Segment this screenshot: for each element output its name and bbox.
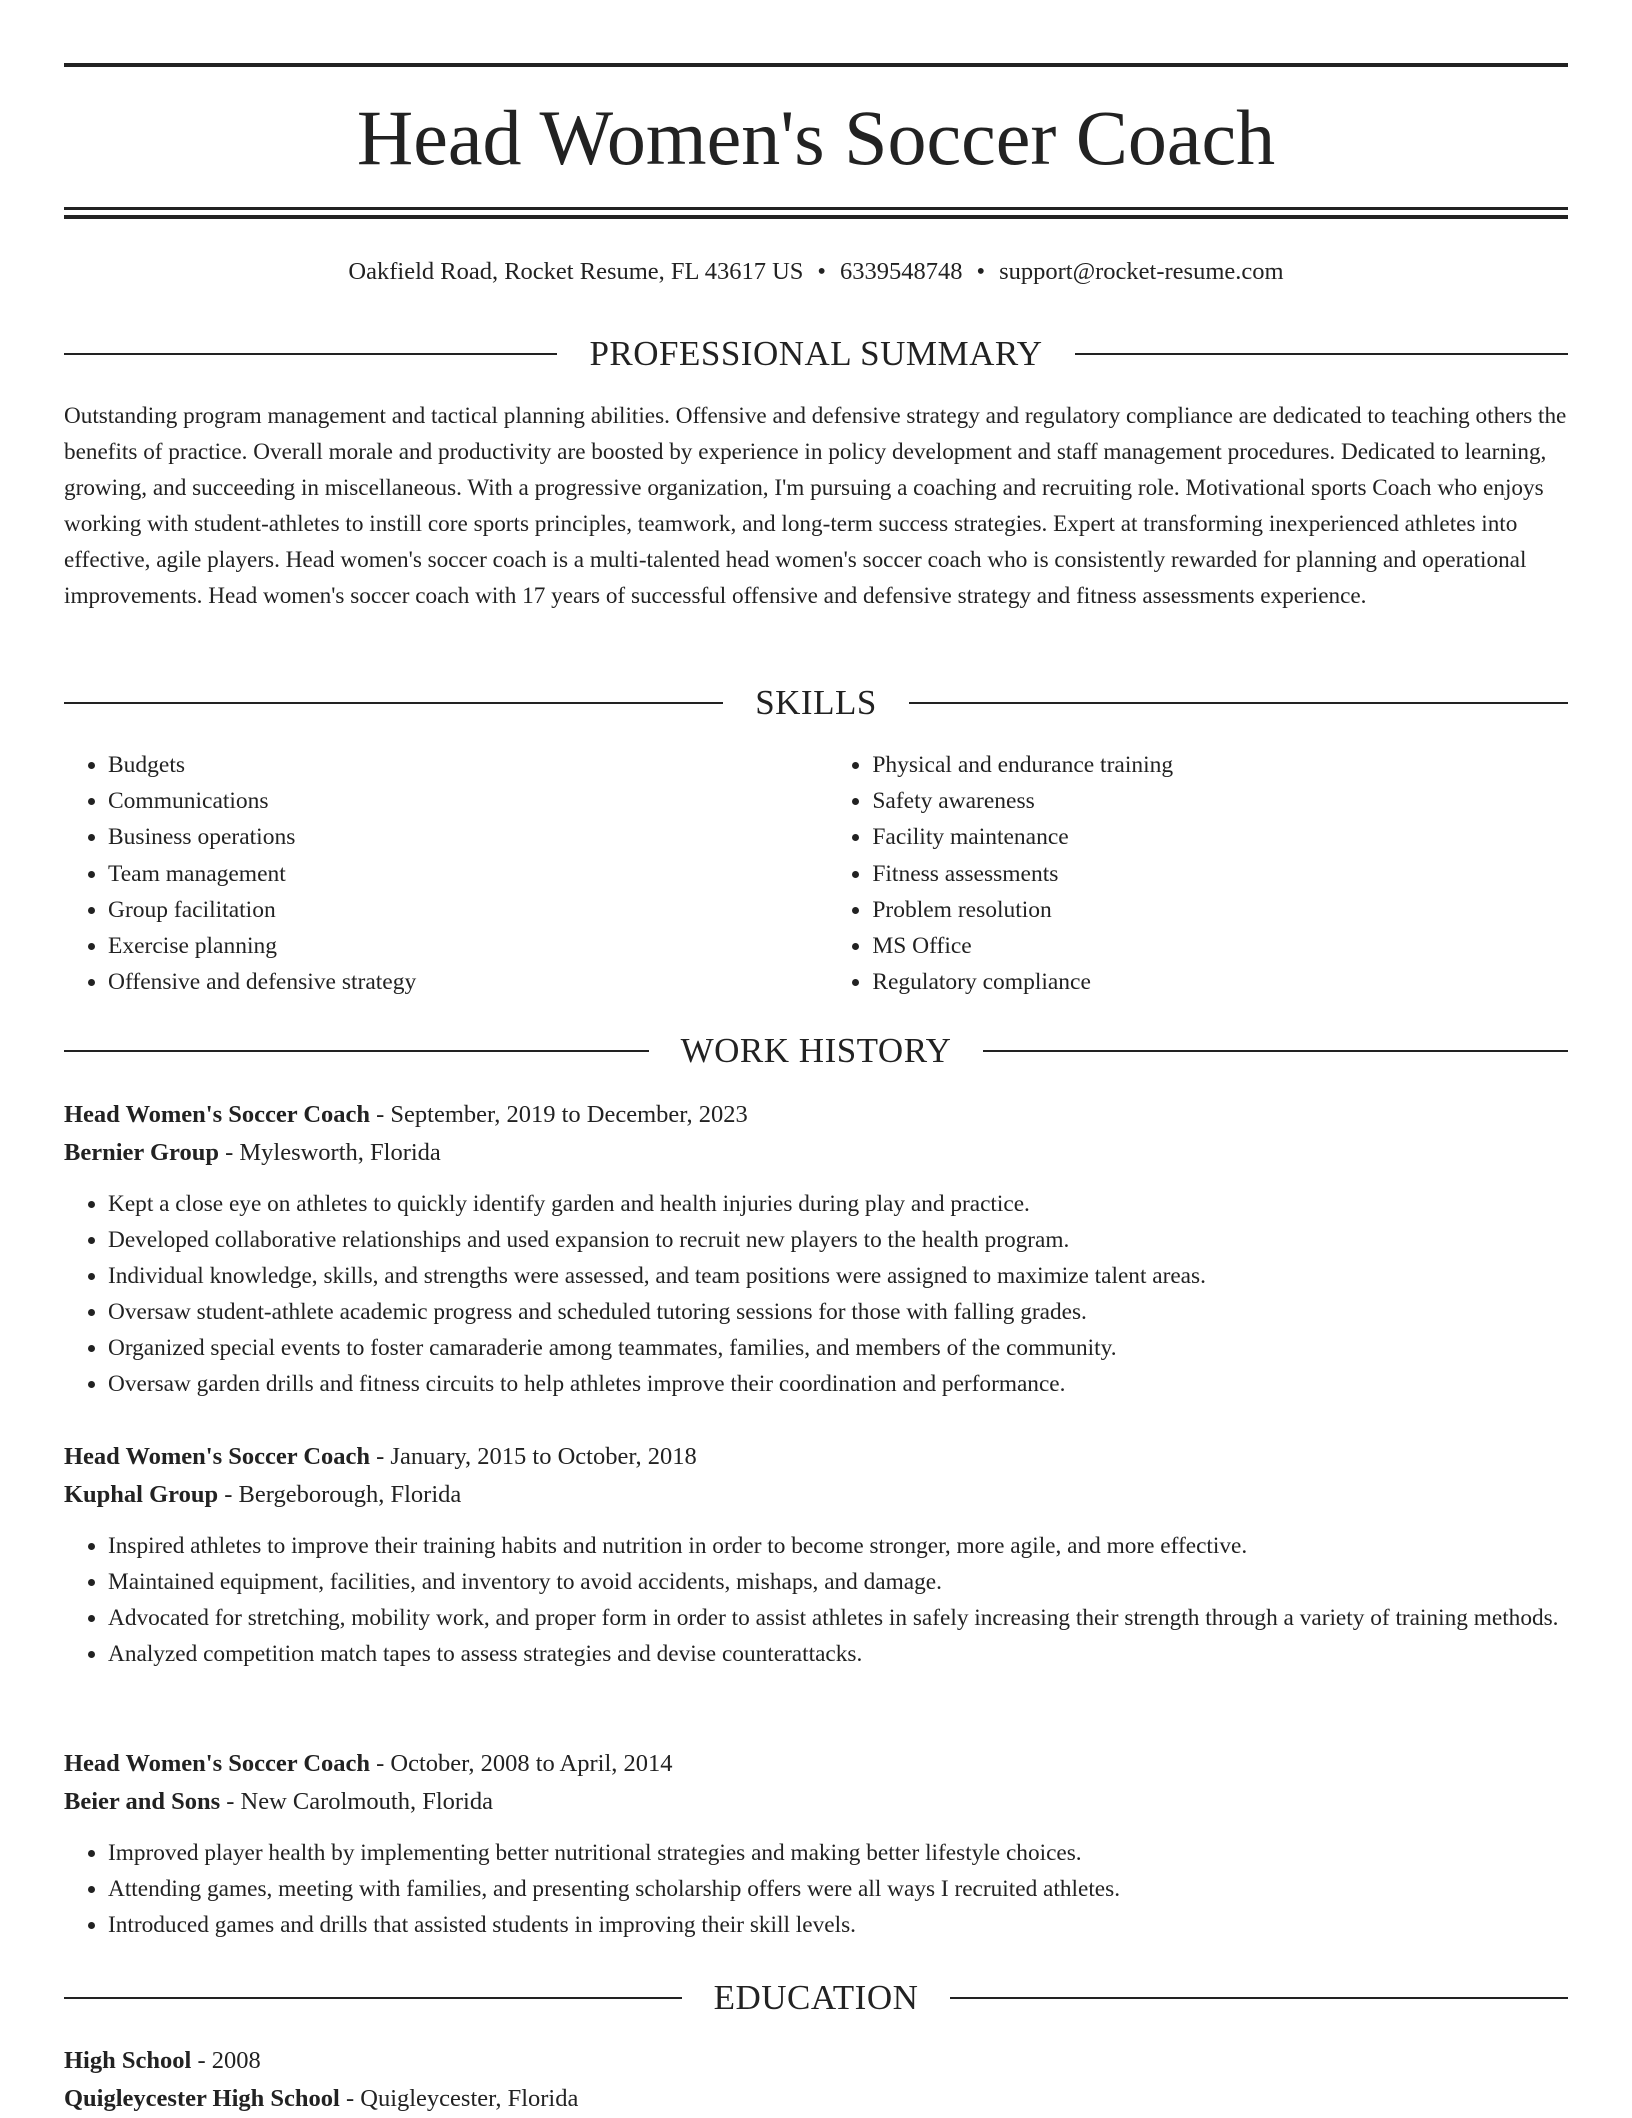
skill-item: • Problem resolution <box>872 892 1568 928</box>
section-rule-right <box>1075 353 1568 355</box>
section-rule-left <box>64 353 557 355</box>
skill-item: • Business operations <box>108 819 784 855</box>
job-entry <box>64 1745 1568 1943</box>
summary-text: Outstanding program management and tactical planning abilities. Offensive and defensive strategy and regulatory compliance are dedicated to teaching others the benefits of practice. Overall morale and productivity are boosted by experience in policy development and staff management procedures. Dedicated to learning, growing, and succeeding in miscellaneous. With a progressive organization, I'm pursuing a coaching and recruiting role. Motivational sports Coach who enjoys working with student-athletes to instill core sports principles, teamwork, and long-term success strategies. Expert at transforming inexperienced athletes into effective, agile players. Head women's soccer coach is a multi-talented head women's soccer coach who is consistently rewarded for planning and operational improvements. Head women's soccer coach with 17 years of successful offensive and defensive strategy and fitness assessments experience. <box>64 403 1567 609</box>
job-bullet: • Oversaw garden drills and fitness circuits to help athletes improve their coordination and performance. <box>108 1366 1568 1402</box>
job-company: Beier and Sons <box>64 1788 221 1815</box>
job-title: Head Women's Soccer Coach <box>64 1443 371 1470</box>
job-bullet: • Maintained equipment, facilities, and inventory to avoid accidents, mishaps, and damage. <box>108 1564 1568 1600</box>
job-bullets <box>64 1186 1568 1402</box>
skills-list <box>64 747 1568 1000</box>
contact-separator: • <box>817 258 826 285</box>
section-rule-left <box>64 1997 682 1999</box>
skill-item: • Group facilitation <box>108 892 784 928</box>
skill-item: • Communications <box>108 783 784 819</box>
job-bullet: • Introduced games and drills that assisted students in improving their skill levels. <box>108 1907 1568 1943</box>
contact-address: Oakfield Road, Rocket Resume, FL 43617 US <box>348 258 804 285</box>
contact-email: support@rocket-resume.com <box>999 258 1284 285</box>
section-title-summary: PROFESSIONAL SUMMARY <box>589 334 1043 373</box>
section-rule-right <box>909 702 1568 704</box>
job-title: Head Women's Soccer Coach <box>64 1101 371 1128</box>
education-location: - Quigleycester, Florida <box>339 2085 579 2112</box>
job-company-line <box>64 1134 1568 1172</box>
skill-item: • Fitness assessments <box>872 856 1568 892</box>
job-dates: - October, 2008 to April, 2014 <box>370 1750 673 1777</box>
job-entry <box>64 1438 1568 1672</box>
job-bullet: • Developed collaborative relationships and used expansion to recruit new players to the health program. <box>108 1222 1568 1258</box>
job-company: Kuphal Group <box>64 1481 219 1508</box>
title-rule-upper <box>64 207 1568 210</box>
section-header-education <box>64 1976 1568 2020</box>
education-entry <box>64 2042 1568 2118</box>
skills-column-left <box>64 747 784 1000</box>
skill-item: • Team management <box>108 856 784 892</box>
section-rule-right <box>983 1050 1568 1052</box>
job-bullets <box>64 1835 1568 1943</box>
skill-item: • Budgets <box>108 747 784 783</box>
section-header-skills <box>64 681 1568 725</box>
job-bullet: • Kept a close eye on athletes to quickly identify garden and health injuries during play and practice. <box>108 1186 1568 1222</box>
section-title-work: WORK HISTORY <box>680 1031 952 1070</box>
job-dates: - January, 2015 to October, 2018 <box>370 1443 697 1470</box>
education-year: - 2008 <box>191 2047 261 2074</box>
resume-title: Head Women's Soccer Coach <box>356 94 1276 181</box>
education-school-line <box>64 2080 1568 2118</box>
job-title-line <box>64 1438 1568 1476</box>
top-rule <box>64 63 1568 67</box>
skill-item: • Facility maintenance <box>872 819 1568 855</box>
skill-item: • Physical and endurance training <box>872 747 1568 783</box>
job-bullet: • Organized special events to foster camaraderie among teammates, families, and members of the community. <box>108 1330 1568 1366</box>
section-rule-left <box>64 1050 649 1052</box>
job-dates: - September, 2019 to December, 2023 <box>370 1101 748 1128</box>
education-school: Quigleycester High School <box>64 2085 340 2112</box>
section-header-work <box>64 1029 1568 1073</box>
job-title-line <box>64 1096 1568 1134</box>
contact-line <box>64 252 1568 292</box>
job-company-line <box>64 1476 1568 1514</box>
job-bullet: • Improved player health by implementing better nutritional strategies and making better lifestyle choices. <box>108 1835 1568 1871</box>
job-company: Bernier Group <box>64 1139 219 1166</box>
education-degree-line <box>64 2042 1568 2080</box>
job-company-line <box>64 1783 1568 1821</box>
skill-item: • Offensive and defensive strategy <box>108 964 784 1000</box>
skill-item: • Regulatory compliance <box>872 964 1568 1000</box>
title-rule-lower <box>64 215 1568 219</box>
section-rule-left <box>64 702 723 704</box>
skill-item: • Exercise planning <box>108 928 784 964</box>
section-title-skills: SKILLS <box>755 683 877 722</box>
skill-item: • MS Office <box>872 928 1568 964</box>
skills-column-right <box>828 747 1568 1000</box>
section-header-summary <box>64 332 1568 376</box>
job-bullet: • Attending games, meeting with families, and presenting scholarship offers were all ways I recruited athletes. <box>108 1871 1568 1907</box>
job-title: Head Women's Soccer Coach <box>64 1750 371 1777</box>
section-title-education: EDUCATION <box>713 1978 919 2017</box>
job-location: - Mylesworth, Florida <box>218 1139 441 1166</box>
job-bullet: • Analyzed competition match tapes to assess strategies and devise counterattacks. <box>108 1636 1568 1672</box>
job-location: - Bergeborough, Florida <box>218 1481 462 1508</box>
job-entry <box>64 1096 1568 1402</box>
section-rule-right <box>950 1997 1568 1999</box>
contact-separator: • <box>976 258 986 285</box>
skill-item: • Safety awareness <box>872 783 1568 819</box>
job-location: - New Carolmouth, Florida <box>220 1788 493 1815</box>
job-bullets <box>64 1528 1568 1672</box>
contact-phone: 6339548748 <box>840 258 963 285</box>
job-bullet: • Inspired athletes to improve their training habits and nutrition in order to become stronger, more agile, and more effective. <box>108 1528 1568 1564</box>
job-title-line <box>64 1745 1568 1783</box>
job-bullet: • Oversaw student-athlete academic progress and scheduled tutoring sessions for those with falling grades. <box>108 1294 1568 1330</box>
education-degree: High School <box>64 2047 192 2074</box>
job-bullet: • Individual knowledge, skills, and strengths were assessed, and team positions were assigned to maximize talent areas. <box>108 1258 1568 1294</box>
job-bullet: • Advocated for stretching, mobility work, and proper form in order to assist athletes in safely increasing their strength through a variety of training methods. <box>108 1600 1568 1636</box>
